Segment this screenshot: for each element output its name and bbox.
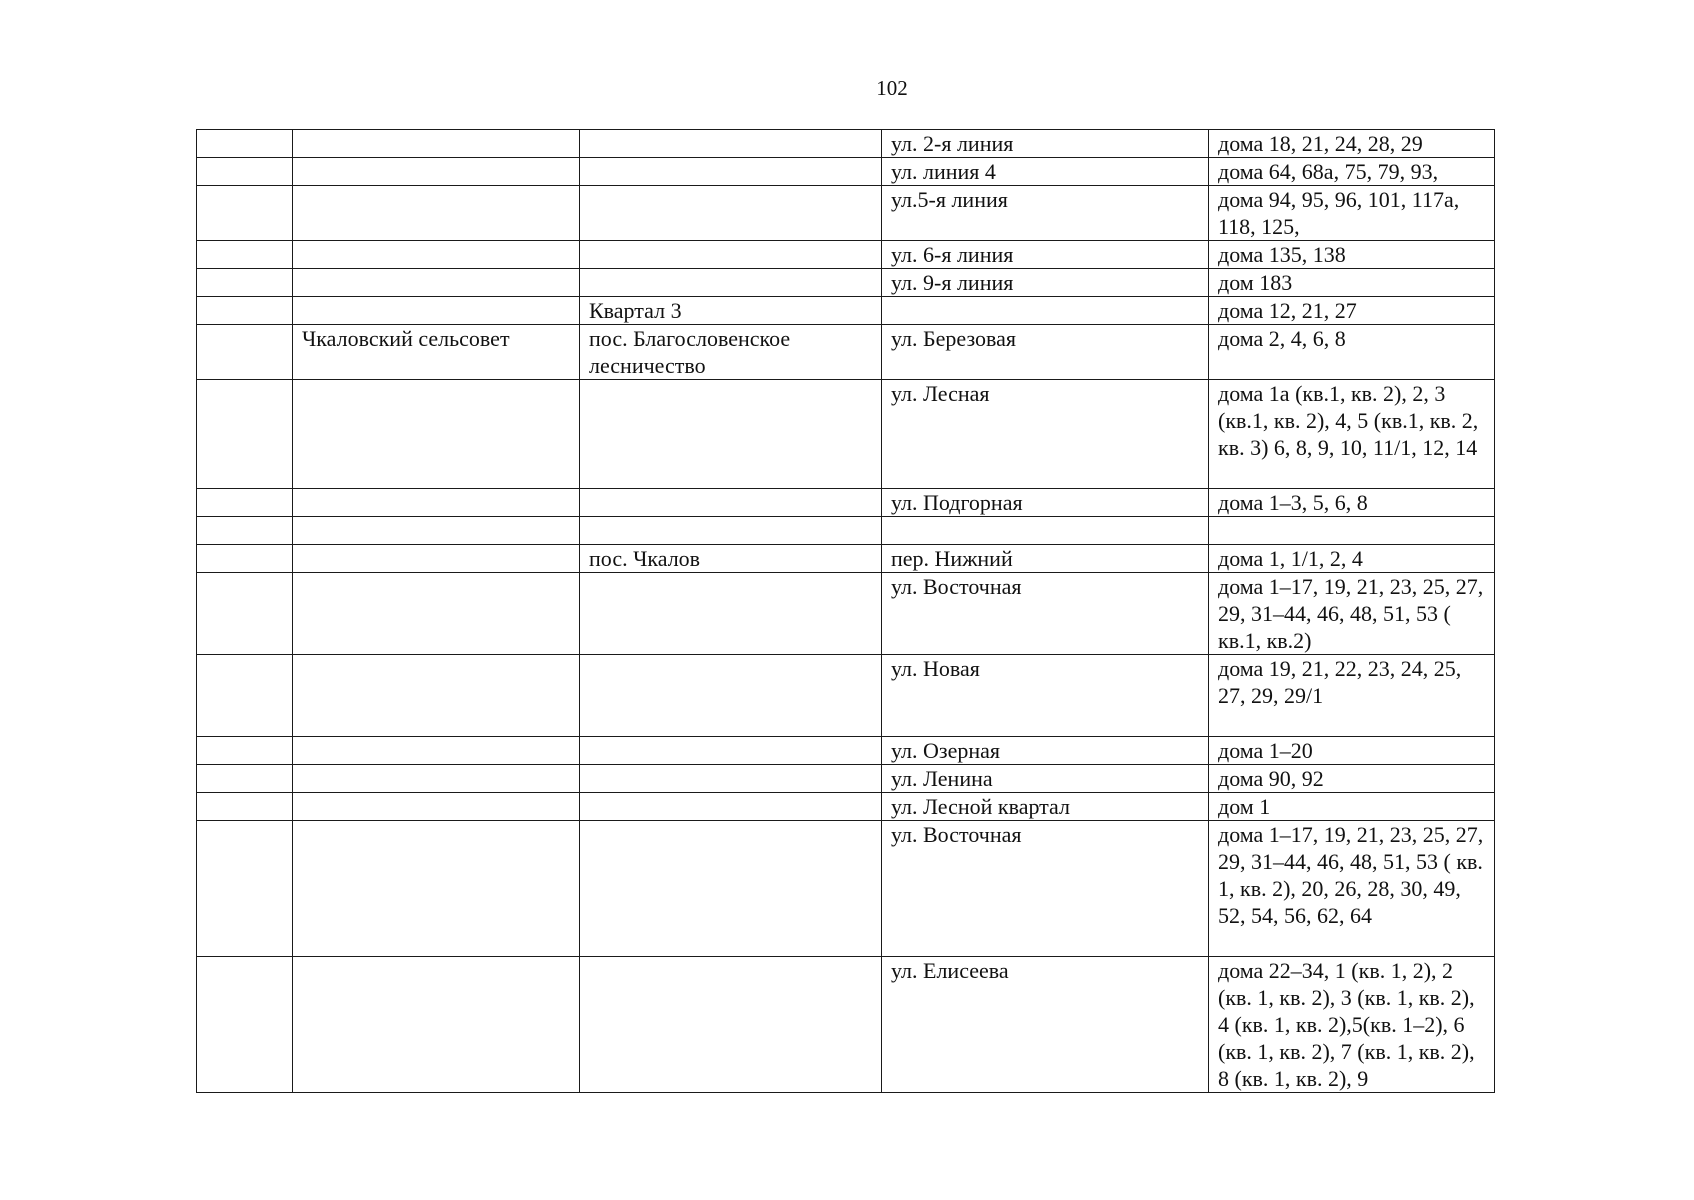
cell-number — [197, 655, 293, 737]
cell-municipality — [293, 765, 580, 793]
cell-number — [197, 158, 293, 186]
cell-number — [197, 793, 293, 821]
cell-municipality — [293, 380, 580, 489]
table-row — [197, 793, 1495, 821]
cell-street — [882, 297, 1209, 325]
cell-houses: дома 135, 138 — [1209, 241, 1495, 269]
cell-municipality — [293, 655, 580, 737]
cell-houses: дома 12, 21, 27 — [1209, 297, 1495, 325]
cell-municipality — [293, 489, 580, 517]
cell-street: ул.5-я линия — [882, 186, 1209, 241]
cell-number — [197, 821, 293, 957]
cell-number — [197, 765, 293, 793]
cell-settlement: пос. Благословенское лесничество — [580, 325, 882, 380]
cell-municipality — [293, 737, 580, 765]
cell-houses: дома 1а (кв.1, кв. 2), 2, 3 (кв.1, кв. 2), 4, 5 (кв.1, кв. 2, кв. 3) 6, 8, 9, 10, 11/1, 12, 14 — [1209, 380, 1495, 489]
cell-municipality — [293, 957, 580, 1093]
cell-number — [197, 737, 293, 765]
cell-settlement — [580, 655, 882, 737]
table-row — [197, 297, 1495, 325]
cell-street: ул. Березовая — [882, 325, 1209, 380]
cell-street: ул. Подгорная — [882, 489, 1209, 517]
cell-municipality — [293, 573, 580, 655]
cell-settlement — [580, 489, 882, 517]
cell-street — [882, 517, 1209, 545]
table-row — [197, 241, 1495, 269]
cell-municipality — [293, 297, 580, 325]
table-row — [197, 158, 1495, 186]
cell-settlement — [580, 269, 882, 297]
table-row — [197, 957, 1495, 1093]
cell-number — [197, 130, 293, 158]
cell-street: ул. Восточная — [882, 821, 1209, 957]
cell-municipality — [293, 158, 580, 186]
cell-settlement — [580, 737, 882, 765]
table-row — [197, 489, 1495, 517]
cell-street: ул. Новая — [882, 655, 1209, 737]
cell-municipality — [293, 545, 580, 573]
cell-houses: дома 18, 21, 24, 28, 29 — [1209, 130, 1495, 158]
cell-municipality — [293, 186, 580, 241]
cell-houses: дома 22–34, 1 (кв. 1, 2), 2 (кв. 1, кв. 2), 3 (кв. 1, кв. 2), 4 (кв. 1, кв. 2),5(кв. 1–2), 6 (кв. 1, кв. 2), 7 (кв. 1, кв. 2), 8 (кв. 1, кв. 2), 9 — [1209, 957, 1495, 1093]
cell-settlement — [580, 957, 882, 1093]
cell-street: ул. Лесная — [882, 380, 1209, 489]
cell-settlement — [580, 158, 882, 186]
cell-number — [197, 573, 293, 655]
cell-number — [197, 186, 293, 241]
cell-street: ул. Восточная — [882, 573, 1209, 655]
cell-number — [197, 241, 293, 269]
cell-street: ул. Озерная — [882, 737, 1209, 765]
table-row — [197, 325, 1495, 380]
cell-number — [197, 297, 293, 325]
cell-houses: дом 183 — [1209, 269, 1495, 297]
cell-houses: дома 94, 95, 96, 101, 117а, 118, 125, — [1209, 186, 1495, 241]
cell-municipality — [293, 130, 580, 158]
cell-number — [197, 517, 293, 545]
cell-street: ул. 6-я линия — [882, 241, 1209, 269]
cell-settlement: Квартал 3 — [580, 297, 882, 325]
cell-municipality — [293, 821, 580, 957]
cell-settlement — [580, 517, 882, 545]
cell-settlement — [580, 765, 882, 793]
cell-municipality — [293, 517, 580, 545]
cell-houses: дома 1–20 — [1209, 737, 1495, 765]
cell-municipality: Чкаловский сельсовет — [293, 325, 580, 380]
cell-number — [197, 545, 293, 573]
cell-street: ул. линия 4 — [882, 158, 1209, 186]
table-row — [197, 655, 1495, 737]
table-row — [197, 130, 1495, 158]
cell-number — [197, 957, 293, 1093]
cell-houses: дома 2, 4, 6, 8 — [1209, 325, 1495, 380]
cell-street: пер. Нижний — [882, 545, 1209, 573]
cell-street: ул. Елисеева — [882, 957, 1209, 1093]
cell-municipality — [293, 241, 580, 269]
cell-houses: дома 1–3, 5, 6, 8 — [1209, 489, 1495, 517]
cell-street: ул. 9-я линия — [882, 269, 1209, 297]
page-number: 102 — [876, 76, 908, 100]
cell-houses: дома 19, 21, 22, 23, 24, 25, 27, 29, 29/1 — [1209, 655, 1495, 737]
cell-settlement — [580, 573, 882, 655]
cell-houses: дом 1 — [1209, 793, 1495, 821]
cell-houses — [1209, 517, 1495, 545]
table-row — [197, 545, 1495, 573]
cell-houses: дома 90, 92 — [1209, 765, 1495, 793]
cell-number — [197, 489, 293, 517]
cell-settlement — [580, 130, 882, 158]
cell-settlement — [580, 241, 882, 269]
table-row — [197, 573, 1495, 655]
cell-municipality — [293, 269, 580, 297]
table-row — [197, 186, 1495, 241]
cell-houses: дома 1–17, 19, 21, 23, 25, 27, 29, 31–44, 46, 48, 51, 53 ( кв. 1, кв. 2), 20, 26, 28, 30, 49, 52, 54, 56, 62, 64 — [1209, 821, 1495, 957]
cell-street: ул. Лесной квартал — [882, 793, 1209, 821]
cell-number — [197, 380, 293, 489]
cell-number — [197, 269, 293, 297]
table-row — [197, 821, 1495, 957]
table-row — [197, 765, 1495, 793]
cell-houses: дома 1–17, 19, 21, 23, 25, 27, 29, 31–44, 46, 48, 51, 53 ( кв.1, кв.2) — [1209, 573, 1495, 655]
cell-settlement — [580, 186, 882, 241]
cell-settlement — [580, 821, 882, 957]
cell-settlement — [580, 380, 882, 489]
cell-number — [197, 325, 293, 380]
cell-municipality — [293, 793, 580, 821]
table-row — [197, 380, 1495, 489]
cell-settlement: пос. Чкалов — [580, 545, 882, 573]
address-table — [196, 129, 1495, 1093]
cell-street: ул. 2-я линия — [882, 130, 1209, 158]
cell-houses: дома 64, 68а, 75, 79, 93, — [1209, 158, 1495, 186]
cell-houses: дома 1, 1/1, 2, 4 — [1209, 545, 1495, 573]
table-row — [197, 737, 1495, 765]
cell-street: ул. Ленина — [882, 765, 1209, 793]
cell-settlement — [580, 793, 882, 821]
table-row — [197, 517, 1495, 545]
table-row — [197, 269, 1495, 297]
